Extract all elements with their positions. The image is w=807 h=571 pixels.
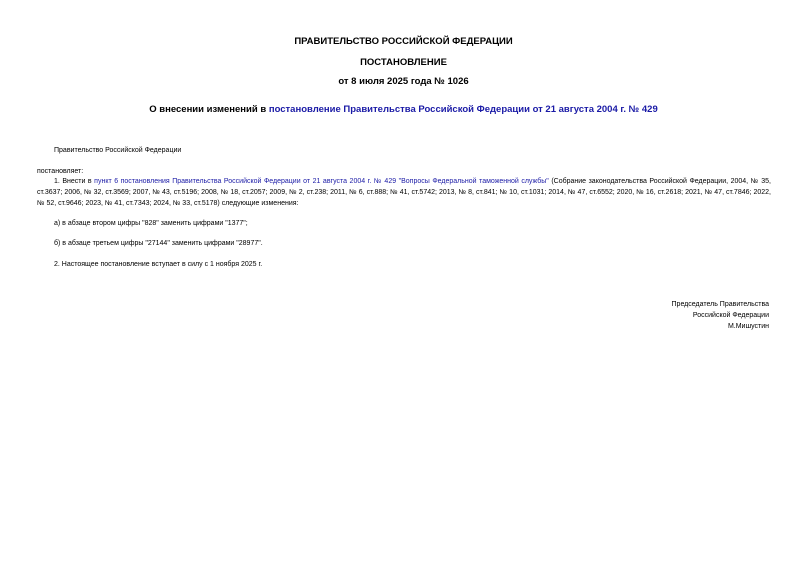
item-1-prefix: 1. Внести в (54, 178, 95, 185)
title-link[interactable]: постановление Правительства Российской Федерации от 21 августа 2004 г. № 429 (268, 104, 658, 115)
issuer-text: Правительство Российской Федерации (54, 147, 182, 154)
document-type-heading: ПОСТАНОВЛЕНИЕ (360, 57, 447, 68)
signature-name: М.Мишустин (727, 323, 769, 330)
item-1-link[interactable]: пункт 6 постановления Правительства Российской Федерации от 21 августа 2004 г. № 429 "Вопросы Федеральной таможенной службы" (94, 178, 549, 185)
item-1-suffix: (Собрание законодательства Российской Федерации, 2004, № 35, ст.3637; 2006, № 32, ст.3569; 2007, № 43, ст.5196; 2008, № 18, ст.2057; 2009, № 2, ст.238; 2011, № 6, ст.888; № 41, ст.5742; 2013, № 8, ст.841; № 10, ст.1031; 2014, № 47, ст.6552; 2020, № 16, ст.2618; 2021, № 47, ст.7846; 2022, № 52, ст.9646; 2023, № 41, ст.7343; 2024, № 33, ст.5178) следующие изменения: (37, 178, 771, 207)
item-1-paragraph (37, 176, 771, 209)
signature-position-line-1: Председатель Правительства (671, 301, 769, 308)
document-title (0, 104, 807, 115)
sub-item-b: б) в абзаце третьем цифры "27144" заменить цифрами "28977". (54, 240, 263, 247)
decrees-text: постановляет: (37, 168, 84, 175)
signature-position-line-2: Российской Федерации (692, 312, 769, 319)
document-date-number: от 8 июля 2025 года № 1026 (338, 76, 469, 87)
title-prefix: О внесении изменений в (149, 104, 269, 115)
sub-item-a: а) в абзаце втором цифры "828" заменить цифрами "1377"; (54, 220, 248, 227)
item-2-paragraph: 2. Настоящее постановление вступает в силу с 1 ноября 2025 г. (54, 261, 263, 268)
government-heading: ПРАВИТЕЛЬСТВО РОССИЙСКОЙ ФЕДЕРАЦИИ (294, 36, 513, 47)
